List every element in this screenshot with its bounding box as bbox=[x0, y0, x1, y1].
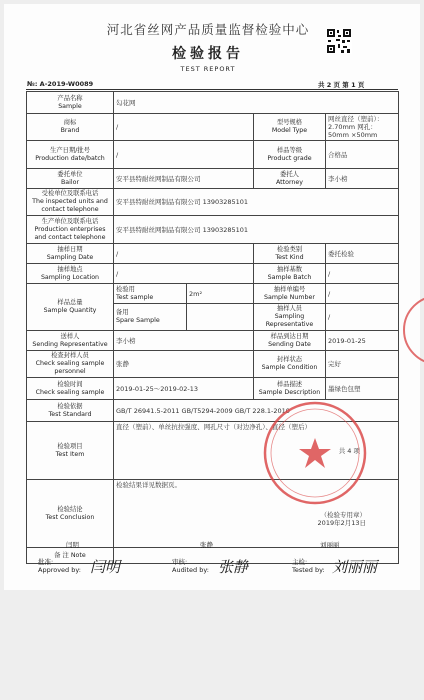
grade-label: 样品等级 Product grade bbox=[254, 141, 326, 169]
table-row bbox=[27, 264, 399, 284]
table-row bbox=[27, 284, 399, 304]
seal-note: （检验专用章） bbox=[320, 511, 366, 519]
table-row bbox=[27, 169, 399, 189]
sampling-location-value: / bbox=[114, 264, 254, 284]
table-row bbox=[27, 331, 399, 351]
attorney-value: 李小榜 bbox=[326, 169, 399, 189]
tested-label: 主检: bbox=[292, 558, 308, 566]
table-row bbox=[27, 141, 399, 169]
sampling-date-value: / bbox=[114, 244, 254, 264]
sample-number-label: 抽样单编号 Sample Number bbox=[254, 284, 326, 304]
bailor-value: 安平县特耐丝网制品有限公司 bbox=[114, 169, 254, 189]
sampling-rep-label: 抽样人员 Sampling Representative bbox=[254, 304, 326, 331]
audited-label: 审核: bbox=[172, 558, 188, 566]
producer-value: 安平县特耐丝网制品有限公司 13903285101 bbox=[114, 216, 399, 244]
header-rule bbox=[26, 89, 398, 90]
audited-signature bbox=[172, 540, 213, 574]
bailor-label: 委托单位 Bailor bbox=[27, 169, 114, 189]
document-number: №: A-2019-W0089 bbox=[27, 80, 94, 88]
spare-sample-value bbox=[187, 304, 254, 331]
production-label: 生产日期/批号 Production date/batch bbox=[27, 141, 114, 169]
seal-date: 2019年2月13日 bbox=[317, 519, 366, 527]
tested-name: 刘丽丽 bbox=[320, 541, 340, 549]
sending-rep-label: 送样人 Sending Representative bbox=[27, 331, 114, 351]
brand-label: 商标 Brand bbox=[27, 114, 114, 141]
sample-batch-value: / bbox=[326, 264, 399, 284]
sample-number-value: / bbox=[326, 284, 399, 304]
sample-name-value: 勾花网 bbox=[114, 92, 399, 114]
approved-label: 批准: bbox=[38, 558, 54, 566]
sampling-rep-value: / bbox=[326, 304, 399, 331]
inspected-unit-value: 安平县特耐丝网制品有限公司 13903285101 bbox=[114, 189, 399, 216]
table-row bbox=[27, 378, 399, 400]
seal-person-label: 检查封样人员 Check sealing sample personnel bbox=[27, 351, 114, 378]
conclusion-label: 检验结论 Test Conclusion bbox=[27, 480, 114, 548]
table-row bbox=[27, 244, 399, 264]
attorney-label: 委托人 Attorney bbox=[254, 169, 326, 189]
table-row bbox=[27, 92, 399, 114]
sending-rep-value: 李小榜 bbox=[114, 331, 254, 351]
model-value: 网丝直径（塑前）：2.70mm 网孔：50mm ×50mm bbox=[326, 114, 399, 141]
producer-label: 生产单位及联系电话 Production enterprises and contact telephone bbox=[27, 216, 114, 244]
model-label: 型号规格 Model Type bbox=[254, 114, 326, 141]
sampling-location-label: 抽样地点 Sampling Location bbox=[27, 264, 114, 284]
partial-seal-stamp bbox=[400, 290, 424, 370]
sample-description-label: 样品描述 Sample Description bbox=[254, 378, 326, 400]
sample-condition-value: 完好 bbox=[326, 351, 399, 378]
spare-sample-label: 备用 Spare Sample bbox=[114, 304, 187, 331]
tested-label-en: Tested by: bbox=[292, 566, 325, 574]
approved-label-en: Approved by: bbox=[38, 566, 81, 574]
check-period-value: 2019-01-25～2019-02-13 bbox=[114, 378, 254, 400]
test-sample-label: 检验用 Test sample bbox=[114, 284, 187, 304]
sending-date-value: 2019-01-25 bbox=[326, 331, 399, 351]
sample-description-value: 墨绿色包塑 bbox=[326, 378, 399, 400]
sample-name-label: 产品名称 Sample bbox=[27, 92, 114, 114]
sample-batch-label: 抽样基数 Sample Batch bbox=[254, 264, 326, 284]
conclusion-text: 检验结果详见数据页。 bbox=[116, 481, 181, 489]
table-row bbox=[27, 114, 399, 141]
production-value: / bbox=[114, 141, 254, 169]
tested-handwritten-signature: 刘丽丽 bbox=[332, 558, 378, 576]
approved-handwritten-signature: 闫明 bbox=[90, 558, 121, 576]
test-standard-label: 检验依据 Test Standard bbox=[27, 400, 114, 422]
seal-person-value: 张静 bbox=[114, 351, 254, 378]
test-item-count: 共 4 项 bbox=[338, 447, 360, 455]
brand-value: / bbox=[114, 114, 254, 141]
test-kind-label: 检验类别 Test Kind bbox=[254, 244, 326, 264]
report-title: 检验报告 bbox=[172, 46, 244, 62]
audited-handwritten-signature: 张静 bbox=[218, 558, 249, 576]
organization-name: 河北省丝网产品质量监督检验中心 bbox=[106, 22, 310, 37]
test-kind-value: 委托检验 bbox=[326, 244, 399, 264]
inspected-unit-label: 受检单位及联系电话 The inspected units and contact telephone bbox=[27, 189, 114, 216]
audited-label-en: Audited by: bbox=[172, 566, 209, 574]
official-seal-stamp bbox=[260, 398, 370, 508]
test-standard-value: GB/T 26941.5-2011 GB/T5294-2009 GB/T 228.1-2010 bbox=[114, 400, 399, 422]
sample-quantity-label: 样品总量 Sample Quantity bbox=[27, 284, 114, 331]
approved-name: 闫明 bbox=[66, 541, 79, 549]
note-label: 备 注 Note bbox=[27, 548, 114, 564]
sampling-date-label: 抽样日期 Sampling Date bbox=[27, 244, 114, 264]
sending-date-label: 样品到达日期 Sending Date bbox=[254, 331, 326, 351]
grade-value: 合格品 bbox=[326, 141, 399, 169]
table-row bbox=[27, 351, 399, 378]
sample-condition-label: 封样状态 Sample Condition bbox=[254, 351, 326, 378]
table-row bbox=[27, 189, 399, 216]
check-period-label: 检验时间 Check sealing sample bbox=[27, 378, 114, 400]
approved-signature bbox=[38, 540, 81, 574]
audited-name: 张静 bbox=[200, 541, 213, 549]
report-title-en: TEST REPORT bbox=[180, 65, 236, 73]
table-row bbox=[27, 216, 399, 244]
test-item-text: 直径（塑前）、单丝抗拉强度、网孔尺寸（对边净孔）、直径（塑后） bbox=[116, 423, 311, 431]
page-count: 共 2 页 第 1 页 bbox=[318, 81, 365, 89]
test-sample-value: 2m² bbox=[187, 284, 254, 304]
test-item-label: 检验项目 Test Item bbox=[27, 422, 114, 480]
